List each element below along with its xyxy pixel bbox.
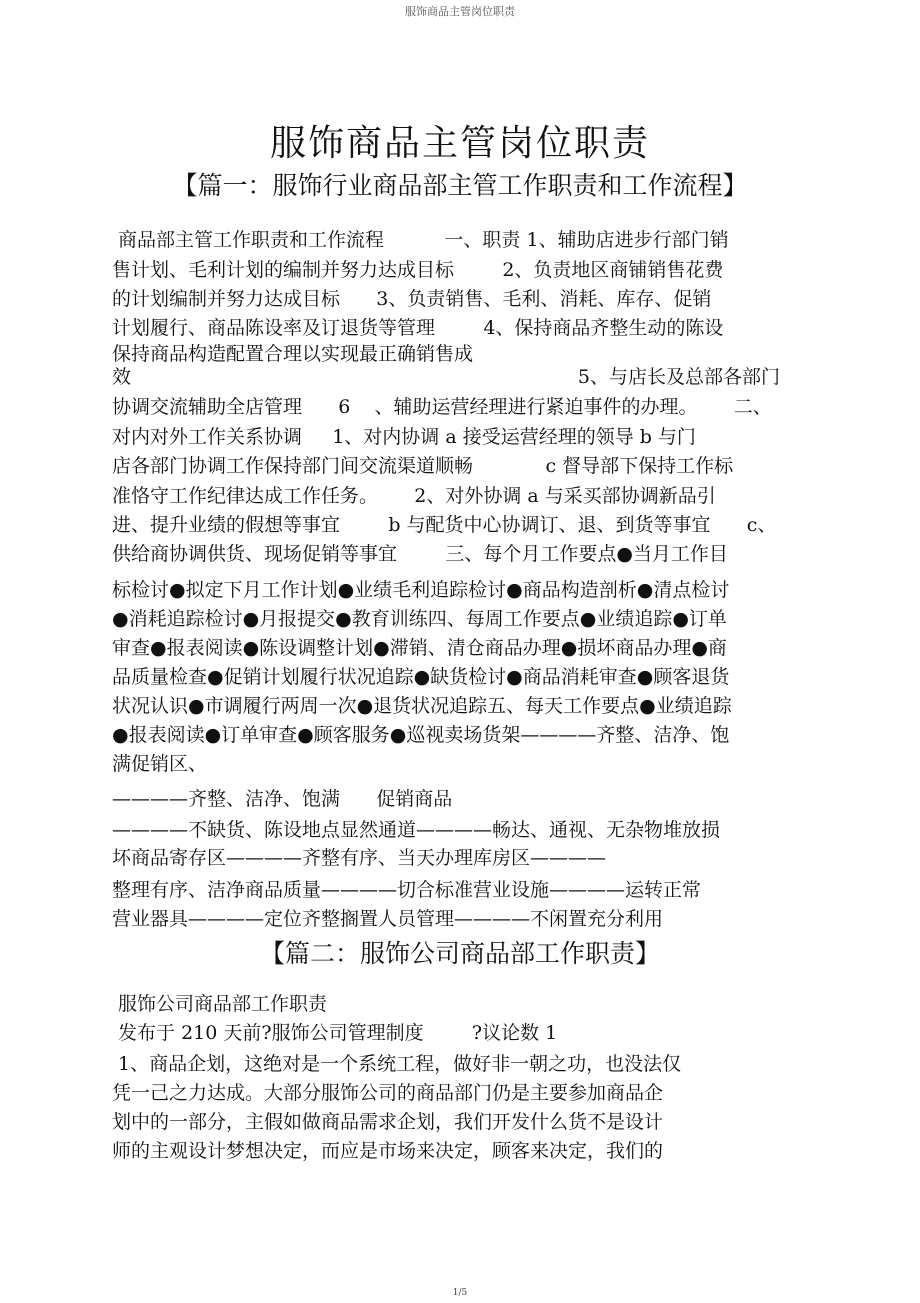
body-line: 准恪守工作纪律达成工作任务。 2、对外协调 a 与采买部协调新品引 (112, 485, 716, 507)
body-line: 售计划、毛利计划的编制并努力达成目标 2、负责地区商铺销售花费 (112, 259, 724, 281)
body-line: 坏商品寄存区————齐整有序、当天办理库房区———— (112, 847, 607, 869)
body-line: ●报表阅读●订单审查●顾客服务●巡视卖场货架————齐整、洁净、饱 (112, 724, 730, 746)
body-line: 营业器具————定位齐整搁置人员管理————不闲置充分利用 (112, 908, 664, 930)
body-line: 品质量检查●促销计划履行状况追踪●缺货检讨●商品消耗审查●顾客退货 (112, 666, 730, 688)
body-line: 划中的一部分，主假如做商品需求企划，我们开发什么货不是设计 (112, 1111, 664, 1133)
body-line: 状况认识●市调履行两周一次●退货状况追踪五、每天工作要点●业绩追踪 (112, 695, 732, 717)
body-line: 发布于 210 天前?服饰公司管理制度 ?议论数 1 (112, 1022, 558, 1044)
body-line: 服饰公司商品部工作职责 (112, 993, 328, 1015)
body-line: 供给商协调供货、现场促销等事宜 三、每个月工作要点●当月工作目 (112, 543, 728, 565)
body-line: 1、商品企划，这绝对是一个系统工程，做好非一朝之功，也没法仅 (112, 1053, 682, 1075)
body-line: 审查●报表阅读●陈设调整计划●滞销、清仓商品办理●损坏商品办理●商 (112, 637, 727, 659)
body-line: ————齐整、洁净、饱满 促销商品 (112, 788, 453, 810)
body-line: 商品部主管工作职责和工作流程 一、职责 1、辅助店进步行部门销 (112, 229, 729, 251)
section-heading-1: 【篇一：服饰行业商品部主管工作职责和工作流程】 (172, 171, 748, 200)
body-line: 整理有序、洁净商品质量————切合标准营业设施————运转正常 (112, 879, 702, 901)
section-heading-2: 【篇二：服饰公司商品部工作职责】 (259, 939, 660, 968)
body-line: 标检讨●拟定下月工作计划●业绩毛利追踪检讨●商品构造剖析●清点检讨 (112, 579, 730, 601)
body-line: 凭一己之力达成。大部分服饰公司的商品部门仍是主要参加商品企 (112, 1082, 664, 1104)
body-line: 店各部门协调工作保持部门间交流渠道顺畅 c 督导部下保持工作标 (112, 455, 734, 477)
body-line: ————不缺货、陈设地点显然通道————畅达、通视、无杂物堆放损 (112, 819, 721, 841)
body-line: 效 5、与店长及总部各部门 (112, 366, 781, 388)
body-line: 师的主观设计梦想决定，而应是市场来决定，顾客来决定，我们的 (112, 1140, 664, 1162)
page-title: 服饰商品主管岗位职责 (269, 123, 650, 164)
body-line: 的计划编制并努力达成目标 3、负责销售、毛利、消耗、库存、促销 (112, 288, 712, 310)
body-line: 计划履行、商品陈设率及订退货等管理 4、保持商品齐整生动的陈设 (112, 317, 724, 339)
body-line: 对内对外工作关系协调 1、对内协调 a 接受运营经理的领导 b 与门 (112, 426, 696, 448)
page-number: 1/5 (452, 1288, 468, 1298)
body-line: 保持商品构造配置合理以实现最正确销售成 (112, 343, 474, 365)
body-line: 满促销区、 (112, 753, 208, 775)
body-line: ●消耗追踪检讨●月报提交●教育训练四、每周工作要点●业绩追踪●订单 (112, 608, 727, 630)
body-line: 进、提升业绩的假想等事宜 b 与配货中心协调订、退、到货等事宜 c、 (112, 514, 777, 536)
body-line: 协调交流辅助全店管理 6 、辅助运营经理进行紧迫事件的办理。 二、 (112, 396, 772, 418)
running-header: 服饰商品主管岗位职责 (405, 5, 515, 18)
